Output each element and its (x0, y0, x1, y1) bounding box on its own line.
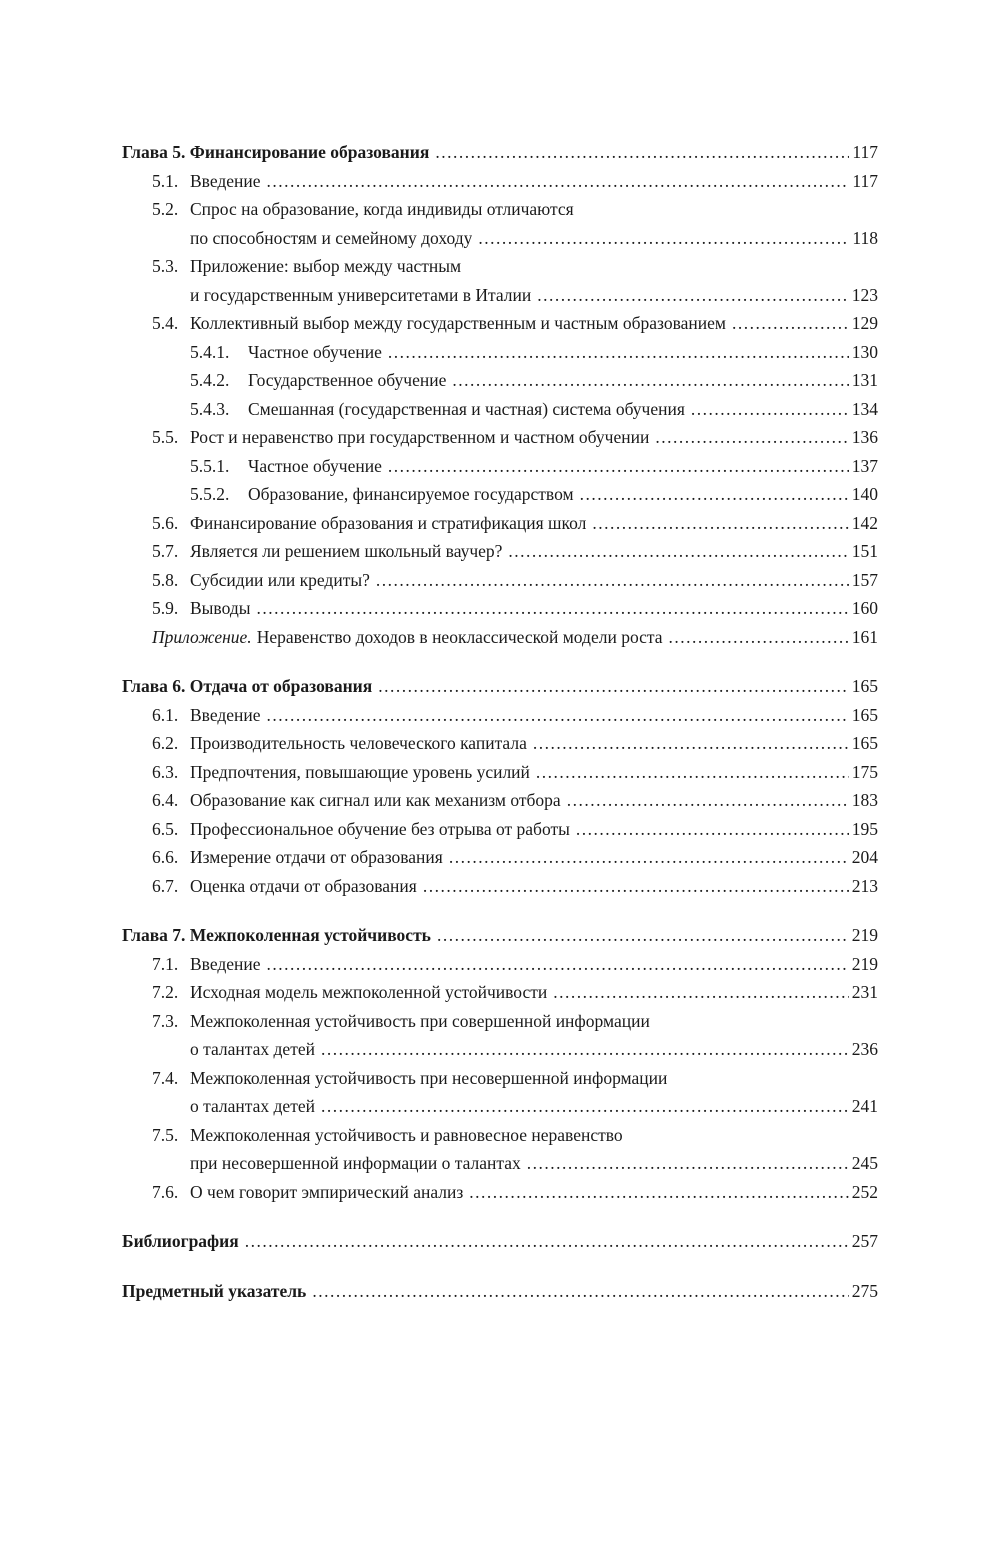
entry-page-number: 140 (851, 484, 878, 504)
dot-leader (388, 452, 849, 481)
entry-page-number: 165 (851, 704, 878, 725)
toc-entry-row (122, 1178, 878, 1207)
toc-entry-row (122, 786, 878, 815)
dot-leader (527, 1149, 849, 1178)
dot-leader (553, 978, 848, 1007)
entry-number: 5.1. (152, 170, 179, 191)
chapter-page-number: 117 (852, 142, 878, 162)
entry-number: 7.2. (152, 982, 179, 1002)
dot-leader (478, 224, 849, 253)
toc-entry-row (122, 623, 878, 652)
entry-title: Государственное обучение (248, 370, 447, 390)
toc-chapter-section (122, 672, 878, 900)
toc-list (122, 138, 878, 1305)
entry-title: Межпоколенная устойчивость при несовершенной информации (190, 1067, 668, 1088)
toc-entry-row (122, 338, 878, 367)
toc-chapter-section (122, 921, 878, 1206)
entry-page-number: 241 (851, 1096, 878, 1116)
entry-number: 6.4. (152, 790, 179, 810)
entry-title: и государственным университетами в Италии (190, 284, 532, 305)
chapter-heading-row (122, 672, 878, 701)
toc-entry-row (122, 1035, 878, 1064)
entry-title: Образование как сигнал или как механизм отбора (190, 790, 561, 810)
entry-title: Введение (190, 170, 261, 191)
entry-number: 5.5.1. (190, 455, 230, 476)
entry-page-number: 136 (851, 427, 878, 447)
dot-leader (691, 395, 849, 424)
dot-leader (321, 1035, 849, 1064)
toc-entry-row (122, 537, 878, 566)
entry-page-number: 195 (851, 818, 878, 839)
toc-entry-row (122, 1064, 878, 1093)
dot-leader (508, 537, 848, 566)
dot-leader (537, 281, 849, 310)
entry-title: Приложение: выбор между частным (190, 256, 462, 276)
entry-title: Производительность человеческого капитала (190, 733, 527, 753)
entry-number: 6.5. (152, 818, 179, 839)
entry-number: 6.7. (152, 875, 179, 896)
toc-entry-row (122, 480, 878, 509)
toc-entry-row (122, 1092, 878, 1121)
toc-entry-row (122, 509, 878, 538)
entry-page-number: 118 (852, 227, 878, 248)
entry-page-number: 157 (851, 569, 878, 590)
entry-number: 6.3. (152, 761, 179, 782)
entry-page-number: 131 (851, 370, 878, 390)
entry-title: по способностям и семейному доходу (190, 227, 473, 248)
standalone-label: Предметный указатель (122, 1280, 307, 1301)
entry-page-number: 161 (851, 626, 878, 647)
entry-number: 5.5.2. (190, 484, 230, 504)
entry-title: Исходная модель межпоколенной устойчивости (190, 982, 548, 1002)
toc-entry-row (122, 843, 878, 872)
dot-leader (321, 1092, 849, 1121)
toc-entry-row (122, 252, 878, 281)
entry-number: 5.4.3. (190, 398, 230, 419)
entry-title: при несовершенной информации о талантах (190, 1153, 521, 1173)
dot-leader (267, 701, 849, 730)
entry-title: Выводы (190, 598, 251, 618)
entry-title: Неравенство доходов в неоклассической модели роста (256, 626, 663, 647)
standalone-page-number: 275 (851, 1280, 878, 1301)
entry-number: 5.6. (152, 512, 179, 533)
toc-entry-row (122, 701, 878, 730)
entry-page-number: 204 (851, 847, 878, 867)
entry-number: 7.4. (152, 1067, 179, 1088)
entry-number: 6.1. (152, 704, 179, 725)
toc-entry-row (122, 758, 878, 787)
toc-entry-row (122, 978, 878, 1007)
entry-page-number: 151 (851, 541, 878, 561)
entry-title: Введение (190, 953, 261, 974)
entry-title: Коллективный выбор между государственным и частным образованием (190, 313, 726, 333)
entry-title: Рост и неравенство при государственном и частном обучении (190, 427, 650, 447)
entry-title: Частное обучение (248, 455, 382, 476)
entry-title: Является ли решением школьный ваучер? (190, 541, 503, 561)
entry-page-number: 231 (851, 982, 878, 1002)
chapter-page-number: 219 (851, 925, 878, 945)
toc-entry-row (122, 1121, 878, 1150)
entry-title: Измерение отдачи от образования (190, 847, 443, 867)
dot-leader (732, 309, 849, 338)
dot-leader (576, 815, 849, 844)
entry-number: 5.5. (152, 427, 179, 447)
entry-number: 5.2. (152, 199, 179, 219)
dot-leader (592, 509, 848, 538)
toc-chapter-section (122, 138, 878, 651)
entry-number: 5.4. (152, 313, 179, 333)
dot-leader (567, 786, 849, 815)
entry-page-number: 129 (851, 313, 878, 333)
toc-entry-row (122, 281, 878, 310)
dot-leader (536, 758, 849, 787)
entry-number: 6.6. (152, 847, 179, 867)
entry-page-number: 160 (851, 598, 878, 618)
toc-entry-row (122, 309, 878, 338)
entry-title: Финансирование образования и стратификация школ (190, 512, 587, 533)
entry-number: 7.1. (152, 953, 179, 974)
entry-page-number: 252 (851, 1181, 878, 1202)
dot-leader (533, 729, 849, 758)
chapter-heading-row (122, 138, 878, 167)
toc-entry-row (122, 566, 878, 595)
entry-number: 5.8. (152, 569, 179, 590)
toc-entry-row (122, 423, 878, 452)
entry-number: 7.6. (152, 1181, 179, 1202)
toc-entry-row (122, 815, 878, 844)
toc-entry-row (122, 1007, 878, 1036)
entry-page-number: 123 (851, 284, 878, 305)
entry-page-number: 183 (851, 790, 878, 810)
chapter-heading-label: Глава 5. Финансирование образования (122, 142, 430, 162)
entry-number: 5.9. (152, 598, 179, 618)
entry-number: 6.2. (152, 733, 179, 753)
entry-title: Межпоколенная устойчивость при совершенной информации (190, 1010, 650, 1031)
toc-entry-row (122, 195, 878, 224)
entry-title: Межпоколенная устойчивость и равновесное неравенство (190, 1124, 623, 1145)
toc-entry-row (122, 950, 878, 979)
dot-leader (256, 594, 848, 623)
dot-leader (435, 138, 849, 167)
entry-number: 7.5. (152, 1124, 179, 1145)
toc-entry-row (122, 594, 878, 623)
entry-title: О чем говорит эмпирический анализ (190, 1181, 464, 1202)
dot-leader (267, 167, 850, 196)
dot-leader (437, 921, 849, 950)
standalone-label: Библиография (122, 1231, 239, 1251)
toc-entry-row (122, 395, 878, 424)
entry-title: Образование, финансируемое государством (248, 484, 574, 504)
entry-title: Введение (190, 704, 261, 725)
standalone-entry-row (122, 1227, 878, 1256)
entry-title: о талантах детей (190, 1096, 315, 1116)
dot-leader (312, 1277, 848, 1306)
dot-leader (388, 338, 849, 367)
dot-leader (449, 843, 849, 872)
entry-page-number: 175 (851, 761, 878, 782)
toc-entry-row (122, 167, 878, 196)
entry-number: 5.7. (152, 541, 179, 561)
entry-title: Субсидии или кредиты? (190, 569, 370, 590)
dot-leader (423, 872, 849, 901)
entry-title: Смешанная (государственная и частная) система обучения (248, 398, 685, 419)
dot-leader (376, 566, 849, 595)
standalone-page-number: 257 (851, 1231, 878, 1251)
dot-leader (245, 1227, 849, 1256)
standalone-entry-row (122, 1277, 878, 1306)
entry-title: о талантах детей (190, 1039, 315, 1059)
entry-page-number: 117 (852, 170, 878, 191)
entry-title: Спрос на образование, когда индивиды отличаются (190, 199, 574, 219)
chapter-heading-label: Глава 7. Межпоколенная устойчивость (122, 925, 431, 945)
entry-number: 5.4.1. (190, 341, 230, 362)
entry-number: 7.3. (152, 1010, 179, 1031)
dot-leader (469, 1178, 848, 1207)
entry-page-number: 130 (851, 341, 878, 362)
toc-entry-row (122, 452, 878, 481)
dot-leader (580, 480, 849, 509)
entry-title: Профессиональное обучение без отрыва от работы (190, 818, 570, 839)
entry-page-number: 142 (851, 512, 878, 533)
chapter-heading-row (122, 921, 878, 950)
entry-page-number: 245 (851, 1153, 878, 1173)
dot-leader (452, 366, 848, 395)
entry-title: Оценка отдачи от образования (190, 875, 417, 896)
toc-entry-row (122, 224, 878, 253)
entry-title: Предпочтения, повышающие уровень усилий (190, 761, 530, 782)
chapter-heading-label: Глава 6. Отдача от образования (122, 676, 373, 696)
dot-leader (267, 950, 849, 979)
entry-appendix-prefix: Приложение. (152, 626, 252, 647)
entry-page-number: 137 (851, 455, 878, 476)
dot-leader (378, 672, 849, 701)
entry-page-number: 134 (851, 398, 878, 419)
dot-leader (669, 623, 849, 652)
entry-page-number: 236 (851, 1039, 878, 1059)
entry-number: 5.4.2. (190, 370, 230, 390)
toc-entry-row (122, 729, 878, 758)
entry-page-number: 219 (851, 953, 878, 974)
entry-page-number: 165 (851, 733, 878, 753)
toc-entry-row (122, 872, 878, 901)
entry-number: 5.3. (152, 256, 179, 276)
toc-entry-row (122, 1149, 878, 1178)
toc-entry-row (122, 366, 878, 395)
dot-leader (655, 423, 848, 452)
entry-page-number: 213 (851, 875, 878, 896)
chapter-page-number: 165 (851, 676, 878, 696)
entry-title: Частное обучение (248, 341, 382, 362)
